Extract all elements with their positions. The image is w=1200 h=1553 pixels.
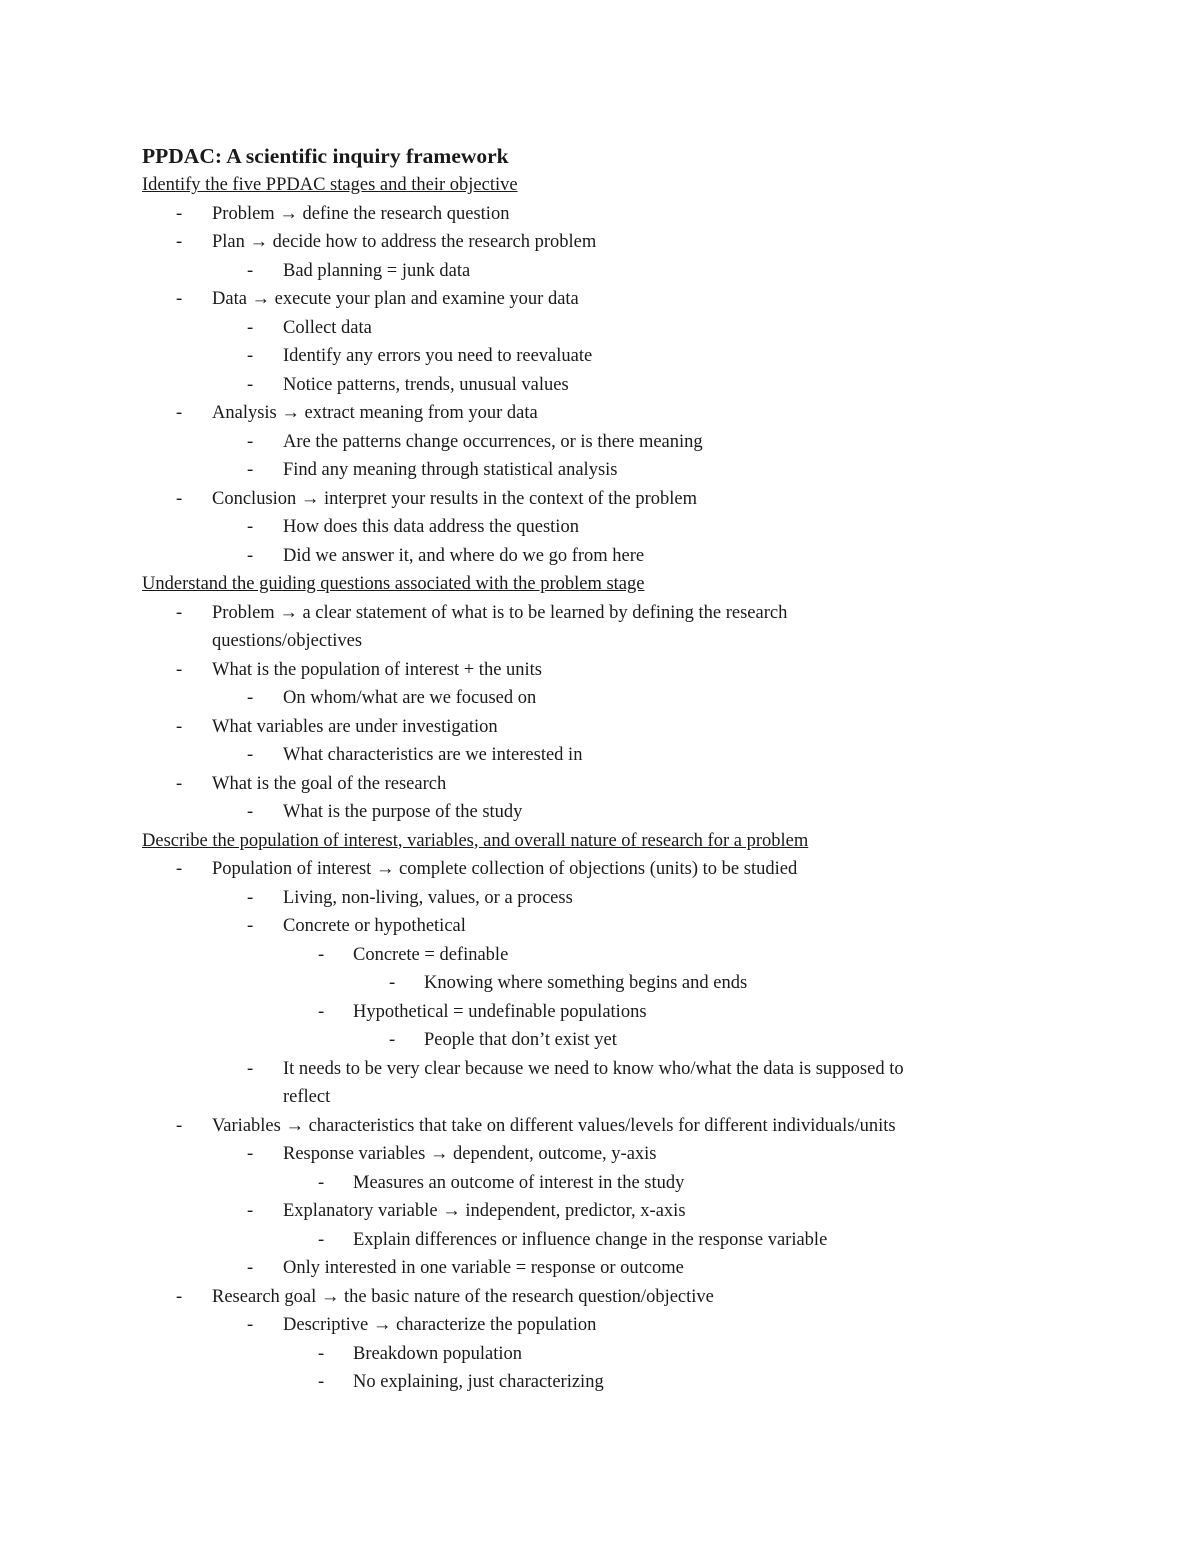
list-item-text: What is the population of interest + the units [212,659,543,680]
list-item [0,542,1200,571]
bullet-dash: - [176,203,183,224]
list-item-text: Concrete = definable [353,944,509,965]
list-item-text: People that don’t exist yet [424,1030,617,1050]
bullet-dash: - [247,517,254,537]
bullet-dash: - [318,1343,325,1364]
list-item [0,342,1200,371]
bullet-dash: - [247,802,254,822]
bullet-dash: - [318,1229,325,1250]
bullet-dash: - [247,346,254,366]
list-item [0,969,1200,998]
list-item [0,656,1200,685]
list-item-text: reflect [283,1087,331,1107]
bullet-dash: - [247,1144,254,1164]
list-item-text: questions/objectives [212,631,363,651]
list-item [0,456,1200,485]
list-item [0,1226,1200,1255]
notes-outline [0,171,1200,1397]
list-item [0,1169,1200,1198]
bullet-dash: - [247,1315,254,1335]
bullet-dash: - [247,916,254,936]
list-item [0,599,1200,628]
list-item [0,314,1200,343]
bullet-dash: - [247,460,254,480]
list-item-text: What is the goal of the research [212,773,447,794]
list-item-text: Collect data [283,317,372,338]
list-item-text: How does this data address the question [283,517,579,537]
bullet-dash: - [247,1258,254,1278]
bullet-dash: - [176,716,183,737]
section-heading-text: Identify the five PPDAC stages and their objective [142,175,518,195]
list-item [0,1026,1200,1055]
bullet-dash: - [176,659,183,680]
list-item [0,200,1200,229]
list-item-text: Explanatory variable → independent, predictor, x-axis [283,1201,686,1221]
bullet-dash: - [176,859,183,879]
list-item [0,428,1200,457]
list-item-text: Hypothetical = undefinable populations [353,1001,647,1022]
list-item-text: Measures an outcome of interest in the study [353,1172,685,1193]
bullet-dash: - [247,1058,254,1079]
list-item-text: Research goal → the basic nature of the research question/objective [212,1286,714,1307]
list-item-text: Are the patterns change occurrences, or is there meaning [283,431,703,452]
list-item [0,998,1200,1027]
list-item-text: Response variables → dependent, outcome, y-axis [283,1144,657,1164]
bullet-dash: - [176,232,183,252]
list-item [0,257,1200,286]
list-item [0,513,1200,542]
bullet-dash: - [247,688,254,708]
bullet-dash: - [247,317,254,338]
list-item-text: Data → execute your plan and examine your data [212,289,579,309]
list-item [0,1055,1200,1084]
list-item [0,1083,1200,1112]
list-item-text: Breakdown population [353,1343,523,1364]
list-item-text: On whom/what are we focused on [283,688,537,708]
section-heading [0,570,1200,599]
list-item [0,798,1200,827]
list-item-text: Notice patterns, trends, unusual values [283,374,569,395]
list-item-text: Living, non-living, values, or a process [283,887,573,908]
list-item [0,941,1200,970]
list-item-text: Find any meaning through statistical analysis [283,460,618,480]
list-item [0,1368,1200,1397]
bullet-dash: - [247,260,254,281]
list-item [0,485,1200,514]
list-item-text: Problem → define the research question [212,203,510,224]
list-item-text: What characteristics are we interested in [283,745,583,765]
bullet-dash: - [247,745,254,765]
list-item [0,399,1200,428]
document-title: PPDAC: A scientific inquiry framework [142,144,509,168]
list-item-text: Analysis → extract meaning from your data [212,403,538,423]
list-item-text: Problem → a clear statement of what is to be learned by defining the research [212,602,788,623]
list-item [0,684,1200,713]
list-item [0,1140,1200,1169]
list-item-text: Explain differences or influence change in the response variable [353,1229,828,1250]
list-item-text: Did we answer it, and where do we go from here [283,545,645,566]
bullet-dash: - [318,1172,325,1193]
list-item [0,713,1200,742]
list-item-text: Only interested in one variable = response or outcome [283,1258,684,1278]
bullet-dash: - [176,602,183,623]
list-item [0,741,1200,770]
list-item-text: Population of interest → complete collection of objections (units) to be studied [212,859,798,879]
list-item [0,1112,1200,1141]
bullet-dash: - [318,1372,325,1392]
list-item-text: What variables are under investigation [212,716,498,737]
bullet-dash: - [176,1286,183,1307]
list-item [0,627,1200,656]
section-heading [0,827,1200,856]
bullet-dash: - [318,944,325,965]
list-item-text: Descriptive → characterize the population [283,1315,597,1335]
list-item-text: Variables → characteristics that take on different values/levels for different individuals/units [212,1115,896,1136]
list-item-text: Bad planning = junk data [283,260,471,281]
bullet-dash: - [247,374,254,395]
list-item [0,371,1200,400]
bullet-dash: - [247,545,254,566]
list-item-text: Knowing where something begins and ends [424,973,748,993]
list-item [0,1197,1200,1226]
list-item [0,855,1200,884]
section-heading-text: Understand the guiding questions associated with the problem stage [142,574,645,594]
list-item [0,912,1200,941]
list-item [0,1340,1200,1369]
list-item [0,884,1200,913]
bullet-dash: - [247,887,254,908]
bullet-dash: - [176,403,183,423]
list-item-text: What is the purpose of the study [283,802,523,822]
list-item [0,1311,1200,1340]
bullet-dash: - [318,1001,325,1022]
list-item-text: Concrete or hypothetical [283,916,466,936]
list-item-text: Plan → decide how to address the research problem [212,232,597,252]
list-item-text: It needs to be very clear because we need to know who/what the data is supposed to [283,1058,904,1079]
list-item [0,228,1200,257]
list-item [0,1283,1200,1312]
bullet-dash: - [247,431,254,452]
section-heading [0,171,1200,200]
section-heading-text: Describe the population of interest, variables, and overall nature of research for a problem [142,830,809,851]
list-item [0,770,1200,799]
list-item [0,285,1200,314]
list-item-text: Identify any errors you need to reevaluate [283,346,593,366]
bullet-dash: - [389,973,396,993]
bullet-dash: - [176,1115,183,1136]
list-item-text: No explaining, just characterizing [353,1372,604,1392]
bullet-dash: - [176,773,183,794]
bullet-dash: - [389,1030,396,1050]
bullet-dash: - [247,1201,254,1221]
list-item-text: Conclusion → interpret your results in the context of the problem [212,488,698,509]
list-item [0,1254,1200,1283]
bullet-dash: - [176,488,183,509]
bullet-dash: - [176,289,183,309]
